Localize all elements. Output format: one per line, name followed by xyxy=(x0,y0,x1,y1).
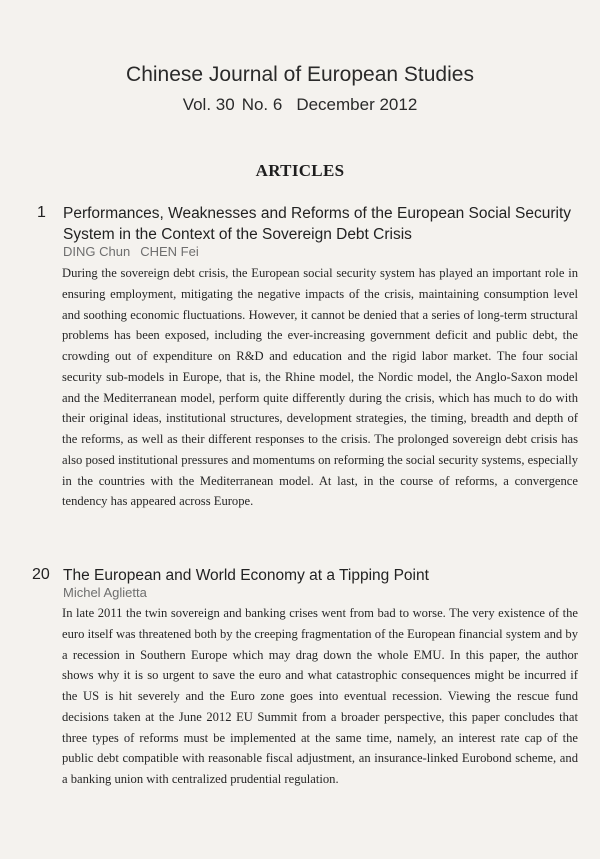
volume: Vol. 30 xyxy=(182,95,235,114)
issue-date: December 2012 xyxy=(296,95,418,114)
article-authors xyxy=(63,244,199,259)
section-heading: ARTICLES xyxy=(255,161,345,180)
article-title: Performances, Weaknesses and Reforms of the European Social Security System in the Context of the Sovereign Debt Crisis xyxy=(63,205,572,243)
article-page-number: 20 xyxy=(32,566,50,583)
article-abstract: During the sovereign debt crisis, the European social security system has played an important role in ensuring employment, mitigating the negative impacts of the crisis, maintaining consumption level and soothing economic fluctuations. However, it cannot be denied that a series of long-term structural problems has been exposed, including the ever-increasing government deficit and public debt, the crowding out of expenditure on R&D and education and the rigid labor market. The four social security sub-models in Europe, that is, the Rhine model, the Nordic model, the Anglo-Saxon model and the Mediterranean model, perform quite differently during the crisis, which has much to do with their original ideas, institutional structures, development strategies, the timing, breadth and depth of the reforms, as well as their different responses to the crisis. The prolonged sovereign debt crisis has also posed institutional pressures and momentums on reforming the social security systems, especially in the countries with the Mediterranean model. At last, in the course of reforms, a convergence tendency has appeared across Europe. xyxy=(62,266,578,509)
author-name: CHEN Fei xyxy=(140,244,199,259)
article-title: The European and World Economy at a Tipping Point xyxy=(63,567,429,584)
journal-title: Chinese Journal of European Studies xyxy=(126,63,474,86)
author-name: DING Chun xyxy=(63,244,131,259)
issue-number: No. 6 xyxy=(241,95,283,114)
issue-line xyxy=(0,95,600,115)
article-authors xyxy=(63,585,147,600)
article-abstract: In late 2011 the twin sovereign and banking crises went from bad to worse. The very existence of the euro itself was threatened both by the creeping fragmentation of the European financial system and by a recession in Southern Europe which may drag down the whole EMU. In this paper, the author shows why it is so urgent to save the euro and what catastrophic consequences might be incurred if the US is hit severely and the Euro zone goes into eventual recession. Viewing the rescue fund decisions taken at the June 2012 EU Summit from a broader perspective, this paper concludes that three types of reforms must be implemented at the same time, namely, an interest rate cap of the public debt compatible with reasonable fiscal adjustment, an insurance-linked Eurobond scheme, and a banking union with centralized prudential regulation. xyxy=(62,606,578,786)
article-page-number: 1 xyxy=(37,204,46,221)
author-name: Michel Aglietta xyxy=(63,585,147,600)
